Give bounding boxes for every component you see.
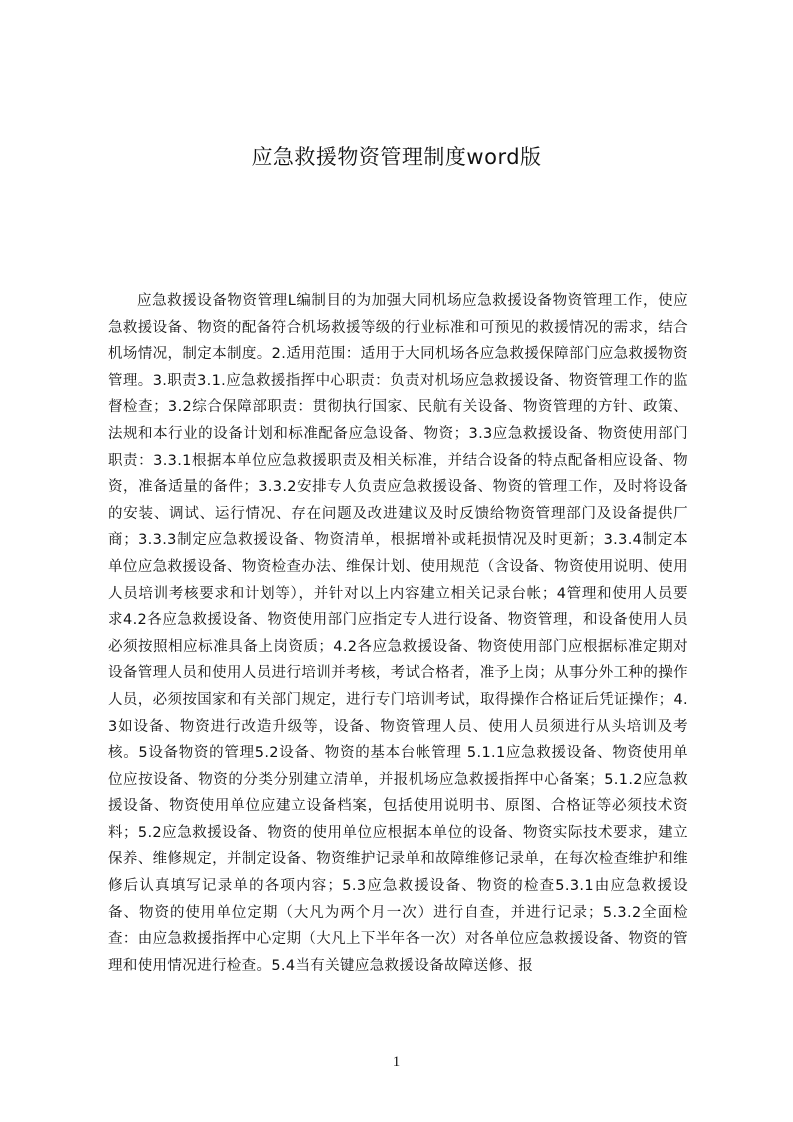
page-number: 1	[392, 1054, 401, 1070]
document-body-paragraph: 应急救援设备物资管理L编制目的为加强大同机场应急救援设备物资管理工作，使应急救援设备、物资的配备符合机场救援等级的行业标准和可预见的救援情况的需求，结合机场情况，制定本制度。2.适用范围：适用于大同机场各应急救援保障部门应急救援物资管理。3.职责3.1.应急救援指挥中心职责：负责对机场应急救援设备、物资管理工作的监督检查；3.2综合保障部职责：贯彻执行国家、民航有关设备、物资管理的方针、政策、法规和本行业的设备计划和标准配备应急设备、物资；3.3应急救援设备、物资使用部门职责：3.3.1根据本单位应急救援职责及相关标准，并结合设备的特点配备相应设备、物资，准备适量的备件；3.3.2安排专人负责应急救援设备、物资的管理工作，及时将设备的安装、调试、运行情况、存在问题及改进建议及时反馈给物资管理部门及设备提供厂商；3.3.3制定应急救援设备、物资清单，根据增补或耗损情况及时更新；3.3.4制定本单位应急救援设备、物资检查办法、维保计划、使用规范（含设备、物资使用说明、使用人员培训考核要求和计划等），并针对以上内容建立相关记录台帐；4管理和使用人员要求4.2各应急救援设备、物资使用部门应指定专人进行设备、物资管理，和设备使用人员必须按照相应标准具备上岗资质；4.2各应急救援设备、物资使用部门应根据标准定期对设备管理人员和使用人员进行培训并考核，考试合格者，准予上岗；从事分外工种的操作人员，必须按国家和有关部门规定，进行专门培训考试，取得操作合格证后凭证操作；4.3如设备、物资进行改造升级等，设备、物资管理人员、使用人员须进行从头培训及考核。5设备物资的管理5.2设备、物资的基本台帐管理 5.1.1应急救援设备、物资使用单位应按设备、物资的分类分别建立清单，并报机场应急救援指挥中心备案；5.1.2应急救援设备、物资使用单位应建立设备档案，包括使用说明书、原图、合格证等必须技术资料；5.2应急救援设备、物资的使用单位应根据本单位的设备、物资实际技术要求，建立保养、维修规定，并制定设备、物资维护记录单和故障维修记录单，在每次检查维护和维修后认真填写记录单的各项内容；5.3应急救援设备、物资的检查5.3.1由应急救援设备、物资的使用单位定期（大凡为两个月一次）进行自查，并进行记录；5.3.2全面检查：由应急救援指挥中心定期（大凡上下半年各一次）对各单位应急救援设备、物资的管理和使用情况进行检查。5.4当有关键应急救援设备故障送修、报	[108, 293, 688, 974]
document-title: 应急救援物资管理制度word版	[251, 145, 542, 169]
